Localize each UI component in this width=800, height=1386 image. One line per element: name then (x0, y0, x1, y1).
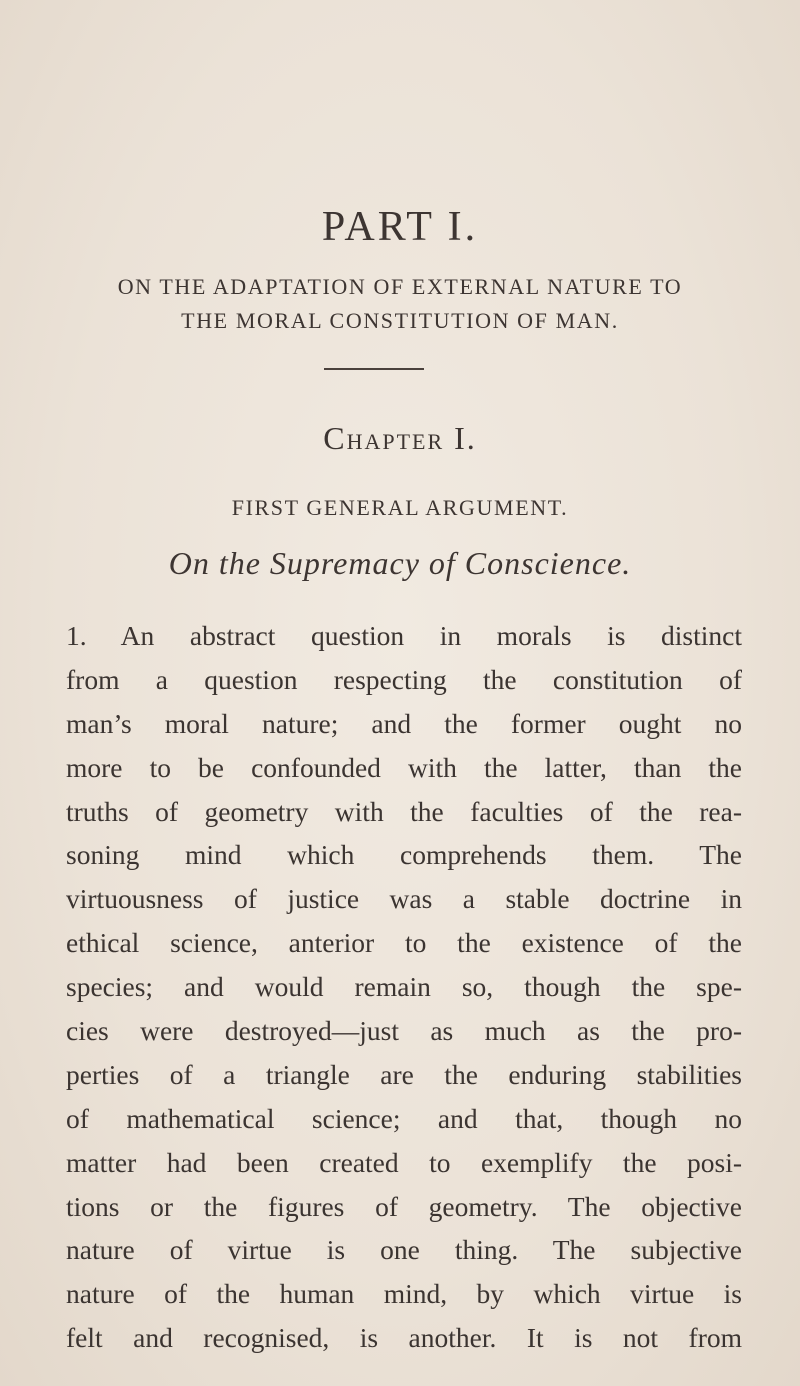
text-line: virtuousness of justice was a stable doctrine in (66, 883, 742, 915)
text-line: of mathematical science; and that, though no (66, 1102, 742, 1134)
text-line: nature of virtue is one thing. The subjective (66, 1234, 742, 1266)
text-line: felt and recognised, is another. It is not from (66, 1322, 742, 1354)
text-line: cies were destroyed—just as much as the pro- (66, 1015, 742, 1047)
divider-rule (324, 368, 424, 370)
chapter-heading: Chapter I. (323, 420, 477, 456)
part-subtitle (0, 270, 800, 338)
text-line: tions or the figures of geometry. The objective (66, 1190, 742, 1222)
text-line: man’s moral nature; and the former ought no (66, 707, 742, 739)
text-line: nature of the human mind, by which virtue is (66, 1278, 742, 1310)
text-line: truths of geometry with the faculties of the rea- (66, 795, 742, 827)
part-title: PART I. (321, 204, 479, 250)
text-line: perties of a triangle are the enduring stabilities (66, 1058, 742, 1090)
text-line: from a question respecting the constitution of (66, 663, 742, 695)
text-line: species; and would remain so, though the spe- (66, 971, 742, 1003)
subtitle-line-2: THE MORAL CONSTITUTION OF MAN. (181, 308, 619, 333)
argument-heading: FIRST GENERAL ARGUMENT. (231, 495, 569, 520)
text-line: ethical science, anterior to the existence of the (66, 927, 742, 959)
subtitle-line-1: ON THE ADAPTATION OF EXTERNAL NATURE TO (117, 274, 683, 299)
section-title: On the Supremacy of Conscience. (168, 545, 632, 581)
text-line: 1. An abstract question in morals is distinct (66, 620, 742, 651)
text-line: matter had been created to exemplify the posi- (66, 1146, 742, 1178)
text-line: more to be confounded with the latter, than the (66, 751, 742, 783)
body-paragraph (66, 614, 742, 1360)
text-line: soning mind which comprehends them. The (66, 839, 742, 871)
